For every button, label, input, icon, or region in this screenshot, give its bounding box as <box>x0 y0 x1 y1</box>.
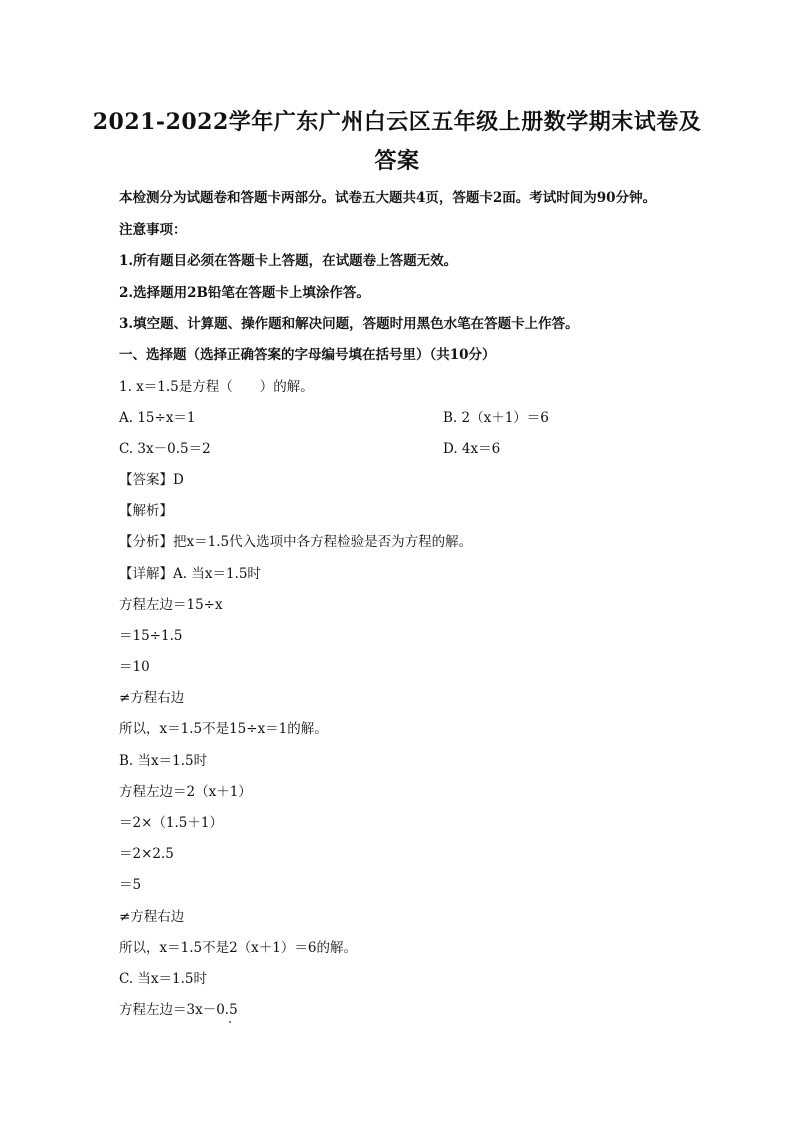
solution-line: B. 当x＝1.5时 <box>119 753 208 769</box>
option-c: C. 3x－0.5＝2 <box>119 441 211 457</box>
document-title-line1: 2021-2022学年广东广州白云区五年级上册数学期末试卷及 <box>92 109 702 135</box>
solution-line: ≠方程右边 <box>119 690 185 706</box>
solution-line: C. 当x＝1.5时 <box>119 971 208 987</box>
analysis-heading: 【解析】 <box>119 503 173 519</box>
solution-line: 方程左边＝3x－0.5 <box>119 1002 238 1018</box>
option-d: D. 4x＝6 <box>443 441 501 457</box>
document-title-line2: 答案 <box>374 148 420 174</box>
solution-line: ≠方程右边 <box>119 909 185 925</box>
solution-line: 方程左边＝15÷x <box>119 597 223 613</box>
fenxi-text: 【分析】把x＝1.5代入选项中各方程检验是否为方程的解。 <box>119 534 473 550</box>
option-b: B. 2（x＋1）＝6 <box>443 410 549 426</box>
notice-item-3: 3.填空题、计算题、操作题和解决问题，答题时用黑色水笔在答题卡上作答。 <box>119 316 579 332</box>
section1-heading: 一、选择题（选择正确答案的字母编号填在括号里）（共10分） <box>119 347 496 363</box>
solution-line: ＝5 <box>119 877 142 893</box>
question1-stem: 1. x＝1.5是方程（ ）的解。 <box>119 379 314 395</box>
answer-label: 【答案】D <box>119 472 184 488</box>
solution-line: ＝15÷1.5 <box>119 628 183 644</box>
solution-line: 所以，x＝1.5不是15÷x＝1的解。 <box>119 721 328 737</box>
solution-line: ＝2×2.5 <box>119 846 174 862</box>
solution-line: 所以，x＝1.5不是2（x＋1）＝6的解。 <box>119 940 357 956</box>
notice-item-2: 2.选择题用2B铅笔在答题卡上填涂作答。 <box>119 285 370 301</box>
solution-line: 【详解】A. 当x＝1.5时 <box>119 566 261 582</box>
solution-line: ＝2×（1.5＋1） <box>119 815 223 831</box>
option-a: A. 15÷x＝1 <box>119 410 196 426</box>
notice-item-1: 1.所有题目必须在答题卡上答题，在试题卷上答题无效。 <box>119 253 458 269</box>
solution-line: 方程左边＝2（x＋1） <box>119 784 252 800</box>
stray-dot <box>229 1021 231 1023</box>
exam-intro: 本检测分为试题卷和答题卡两部分。试卷五大题共4页，答题卡2面。考试时间为90分钟。 <box>119 190 657 206</box>
notice-heading: 注意事项： <box>119 222 187 238</box>
solution-line: ＝10 <box>119 659 150 675</box>
